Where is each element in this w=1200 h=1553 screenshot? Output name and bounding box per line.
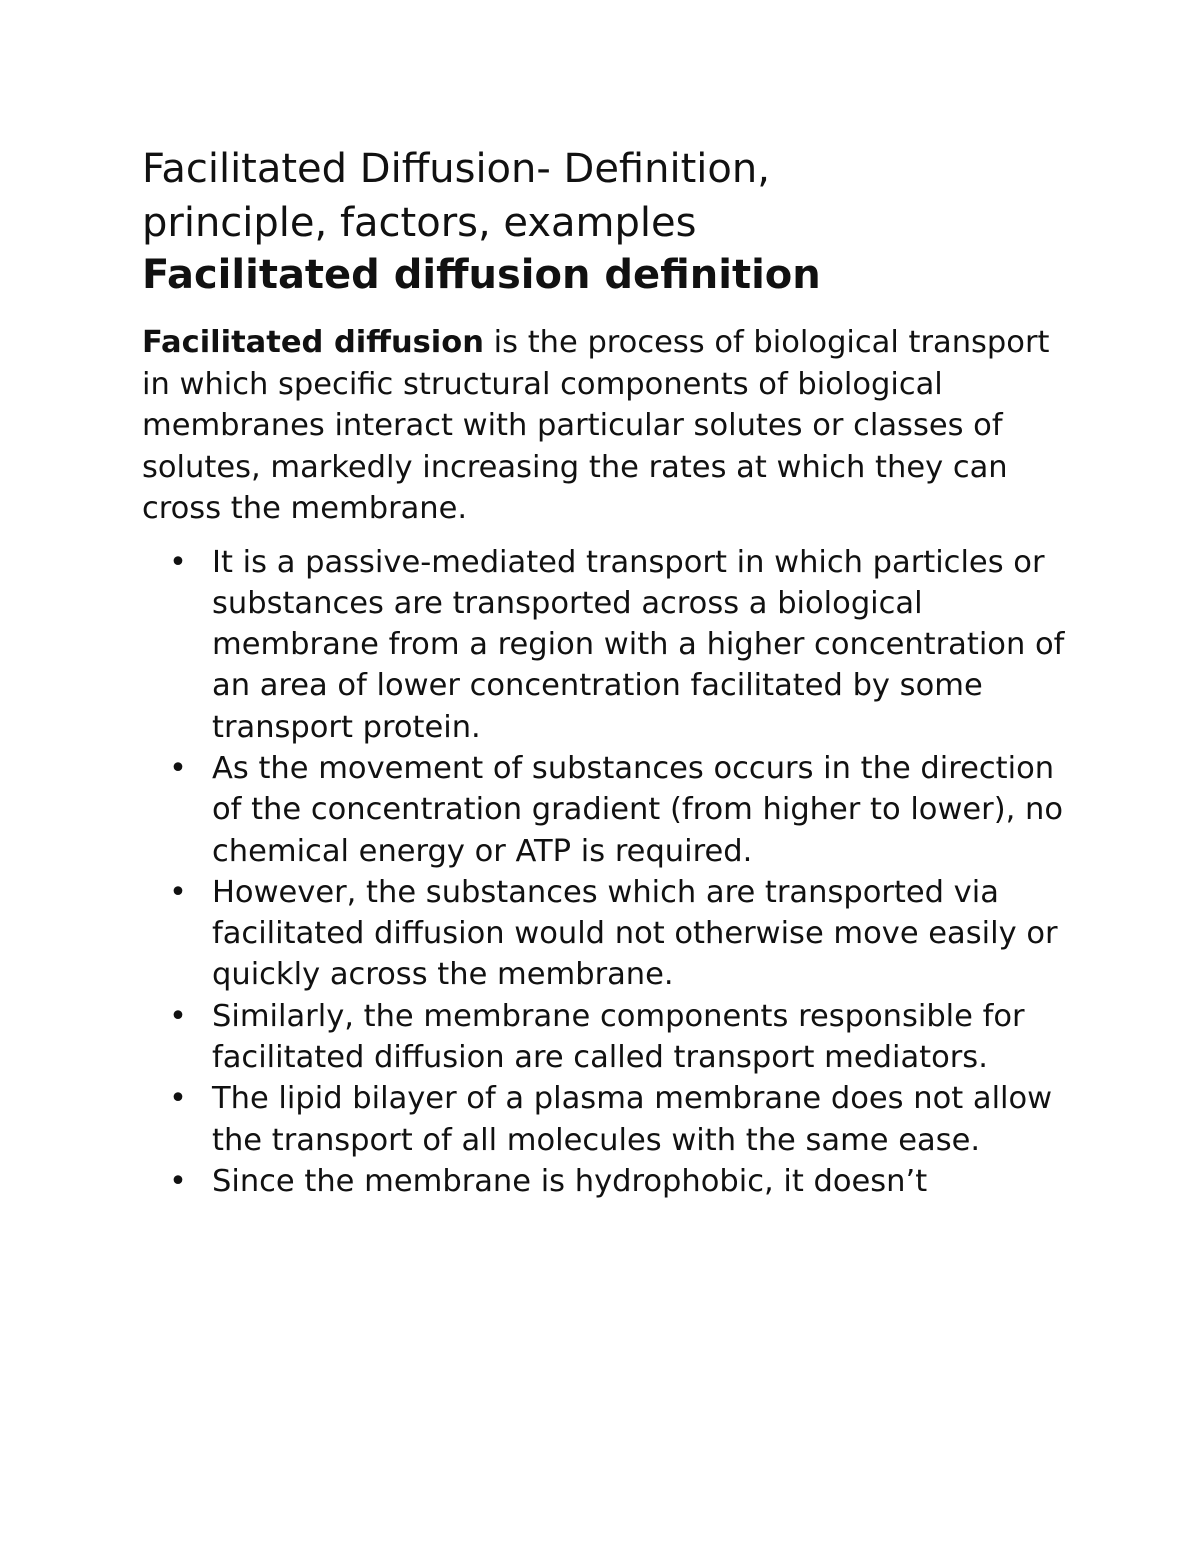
bullet-icon: • (169, 544, 187, 580)
list-item (142, 748, 1072, 872)
list-item (142, 1161, 1072, 1202)
title-line-2: principle, factors, examples (142, 200, 697, 246)
intro-text: is the process of biological transport in which specific structural components of biological membranes interact with particular solutes or classes of solutes, markedly increasing the rates at which they can cross the membrane. (142, 325, 1050, 526)
document-page (142, 142, 1072, 1202)
list-item (142, 872, 1072, 996)
bullet-text: However, the substances which are transported via facilitated diffusion would not otherwise move easily or quickly across the membrane. (212, 874, 1058, 993)
title-line-1: Facilitated Diffusion- Definition, (142, 146, 770, 192)
bullet-icon: • (169, 1081, 187, 1117)
list-item (142, 996, 1072, 1079)
list-item (142, 542, 1072, 748)
bullet-text: The lipid bilayer of a plasma membrane does not allow the transport of all molecules with the same ease. (212, 1081, 1053, 1158)
section-heading: Facilitated diffusion definition (142, 252, 821, 298)
bullet-icon: • (169, 874, 187, 910)
intro-paragraph (142, 322, 1072, 530)
bullet-text: It is a passive-mediated transport in which particles or substances are transported across a biological membrane from a region with a higher concentration of an area of lower concentration facilitated by some transport protein. (212, 544, 1065, 745)
bullet-icon: • (169, 750, 187, 786)
bullet-icon: • (169, 998, 187, 1034)
list-item (142, 1078, 1072, 1161)
intro-term: Facilitated diffusion (142, 325, 484, 360)
bullet-icon: • (169, 1163, 187, 1199)
bullet-text: Similarly, the membrane components responsible for facilitated diffusion are called transport mediators. (212, 998, 1025, 1076)
bullet-list (142, 542, 1072, 1203)
document-title (142, 142, 1072, 250)
bullet-text: Since the membrane is hydrophobic, it doesn’t (212, 1163, 928, 1199)
bullet-text: As the movement of substances occurs in the direction of the concentration gradient (from higher to lower), no chemical energy or ATP is required. (212, 750, 1063, 869)
